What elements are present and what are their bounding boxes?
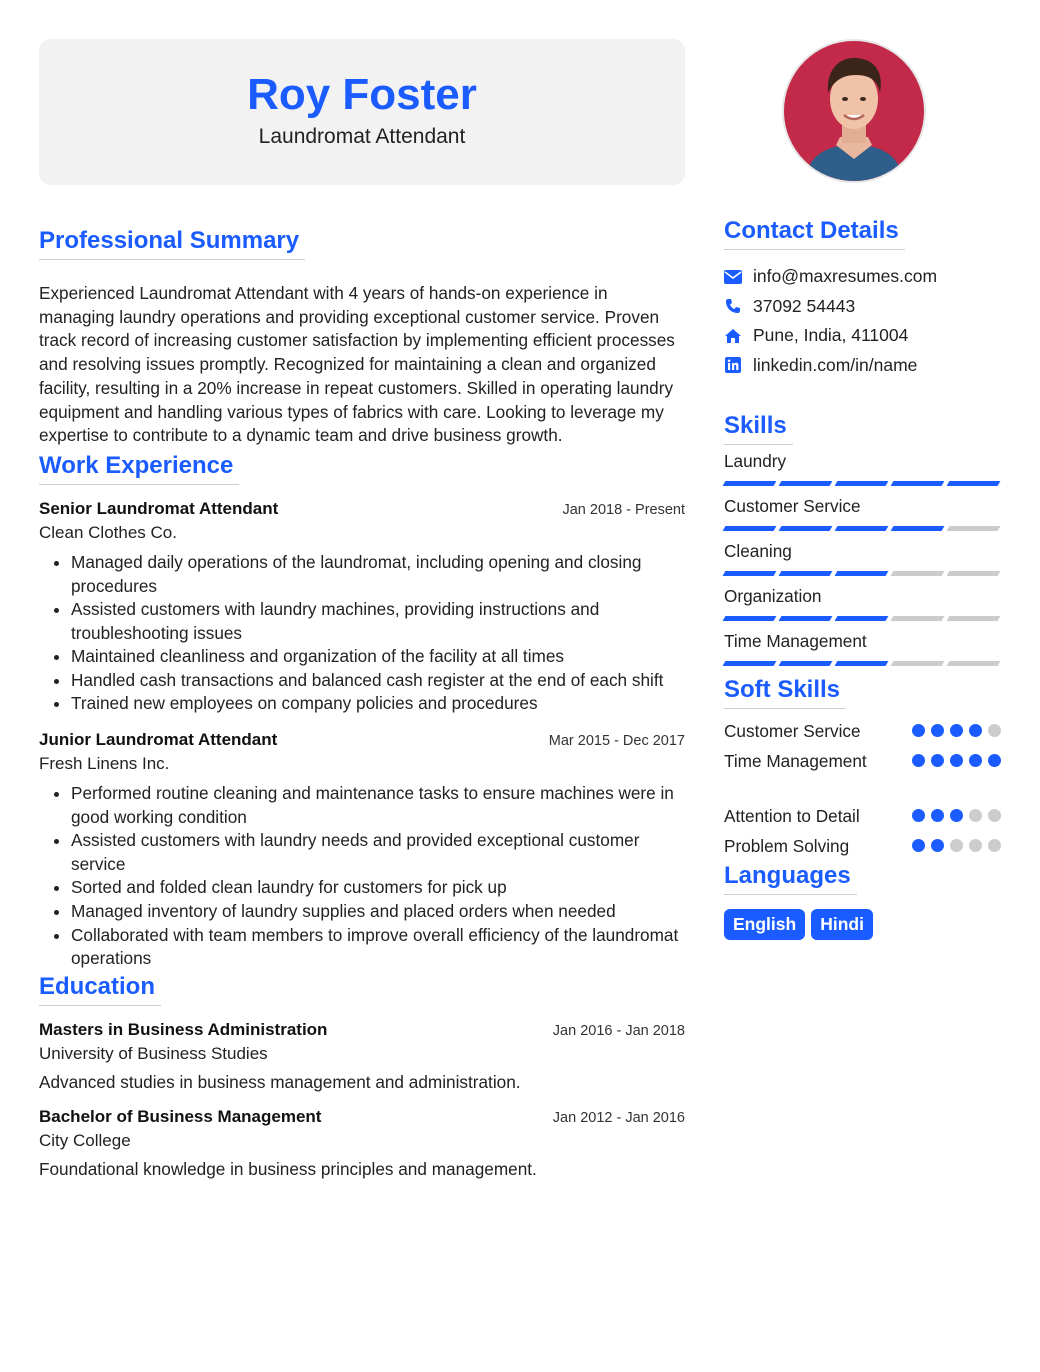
soft-skill-name: Time Management bbox=[724, 751, 867, 771]
soft-skills-section bbox=[724, 676, 1004, 862]
rating-dot bbox=[969, 754, 982, 767]
list-item: • Sorted and folded clean laundry for customers for pick up bbox=[71, 876, 685, 900]
degree: Masters in Business Administration bbox=[39, 1019, 328, 1039]
skill-segment bbox=[947, 526, 1001, 531]
skills-section bbox=[724, 412, 1004, 666]
skill-segment bbox=[723, 481, 777, 486]
home-icon bbox=[724, 327, 742, 345]
skill-item bbox=[724, 541, 1004, 576]
main-column bbox=[39, 39, 685, 1180]
job-bullets bbox=[39, 551, 685, 716]
skill-segment bbox=[779, 661, 833, 666]
rating-dot bbox=[931, 839, 944, 852]
list-item: • Trained new employees on company policies and procedures bbox=[71, 692, 685, 716]
rating-dot bbox=[969, 839, 982, 852]
education-section bbox=[39, 973, 685, 1180]
email-text: info@maxresumes.com bbox=[753, 266, 938, 287]
phone-text: 37092 54443 bbox=[753, 295, 856, 316]
skill-segment bbox=[779, 481, 833, 486]
soft-skill-rating bbox=[912, 806, 1002, 836]
sidebar bbox=[724, 39, 1004, 940]
school: City College bbox=[39, 1130, 131, 1150]
skill-bar bbox=[724, 526, 1004, 531]
list-item: • Handled cash transactions and balanced cash register at the end of each shift bbox=[71, 669, 685, 693]
soft-skill-rating bbox=[912, 836, 1002, 862]
contact-heading: Contact Details bbox=[724, 217, 905, 250]
avatar bbox=[782, 39, 926, 183]
rating-dot bbox=[950, 809, 963, 822]
linkedin-text: linkedin.com/in/name bbox=[753, 354, 918, 375]
skill-bar bbox=[724, 616, 1004, 621]
skill-segment bbox=[947, 481, 1001, 486]
skill-segment bbox=[835, 616, 889, 621]
list-item: • Managed daily operations of the laundromat, including opening and closing procedures bbox=[71, 551, 685, 598]
rating-dot bbox=[969, 809, 982, 822]
language-badge: English bbox=[724, 909, 805, 940]
skill-segment bbox=[947, 661, 1001, 666]
skill-name: Customer Service bbox=[724, 496, 861, 516]
education-heading: Education bbox=[39, 973, 161, 1006]
summary-heading: Professional Summary bbox=[39, 227, 305, 260]
skill-name: Organization bbox=[724, 586, 822, 606]
rating-dot bbox=[988, 809, 1001, 822]
skill-item bbox=[724, 631, 1004, 666]
job-company: Fresh Linens Inc. bbox=[39, 754, 170, 774]
skills-list bbox=[724, 451, 1004, 666]
skill-segment bbox=[723, 526, 777, 531]
skill-name: Cleaning bbox=[724, 541, 792, 561]
rating-dot bbox=[950, 754, 963, 767]
header bbox=[39, 39, 685, 185]
contact-address bbox=[724, 321, 1004, 351]
summary-text: Experienced Laundromat Attendant with 4 years of hands-on experience in managing laundry operations and providing exceptional customer service. Proven track record of increasing customer satisfaction by implementing efficient processes and resolving issues promptly. Recognized for maintaining a clean and organized facility, resulting in a 20% increase in repeat customers. Skilled in operating laundry equipment and handling various types of fabrics with care. Looking to leverage my expertise to contribute to a dynamic team and drive business growth. bbox=[39, 283, 675, 446]
experience-section bbox=[39, 452, 685, 971]
contact-section bbox=[724, 217, 1004, 380]
rating-dot bbox=[912, 754, 925, 767]
skill-segment bbox=[779, 571, 833, 576]
skill-segment bbox=[779, 616, 833, 621]
linkedin-icon bbox=[724, 356, 742, 374]
skill-item bbox=[724, 586, 1004, 621]
contact-linkedin[interactable] bbox=[724, 351, 1004, 381]
soft-skill-item bbox=[724, 751, 1004, 806]
soft-skill-item bbox=[724, 806, 1004, 836]
skill-segment bbox=[723, 571, 777, 576]
skill-segment bbox=[947, 571, 1001, 576]
skill-segment bbox=[835, 526, 889, 531]
skill-segment bbox=[835, 481, 889, 486]
job-role: Junior Laundromat Attendant bbox=[39, 730, 278, 750]
education-dates: Jan 2016 - Jan 2018 bbox=[552, 1022, 685, 1039]
job-entry bbox=[39, 730, 685, 971]
skill-bar bbox=[724, 571, 1004, 576]
address-text: Pune, India, 411004 bbox=[753, 325, 909, 346]
list-item: • Performed routine cleaning and maintenance tasks to ensure machines were in good working condition bbox=[71, 782, 685, 829]
rating-dot bbox=[950, 839, 963, 852]
education-description: Foundational knowledge in business principles and management. bbox=[39, 1158, 537, 1179]
rating-dot bbox=[969, 724, 982, 737]
contact-phone[interactable] bbox=[724, 292, 1004, 322]
rating-dot bbox=[931, 754, 944, 767]
education-entry bbox=[39, 1107, 685, 1180]
job-role: Senior Laundromat Attendant bbox=[39, 498, 279, 518]
list-item: • Maintained cleanliness and organization of the facility at all times bbox=[71, 645, 685, 669]
skill-segment bbox=[723, 616, 777, 621]
soft-skills-heading: Soft Skills bbox=[724, 676, 846, 709]
soft-skill-rating bbox=[912, 751, 1002, 806]
skill-item bbox=[724, 496, 1004, 531]
skill-segment bbox=[891, 661, 945, 666]
envelope-icon bbox=[724, 268, 742, 286]
contact-email[interactable] bbox=[724, 262, 1004, 292]
skill-segment bbox=[891, 616, 945, 621]
education-description: Advanced studies in business management and administration. bbox=[39, 1071, 521, 1092]
rating-dot bbox=[931, 809, 944, 822]
skill-segment bbox=[835, 661, 889, 666]
degree: Bachelor of Business Management bbox=[39, 1106, 322, 1126]
rating-dot bbox=[912, 809, 925, 822]
list-item: • Collaborated with team members to improve overall efficiency of the laundromat operations bbox=[71, 924, 685, 971]
rating-dot bbox=[950, 724, 963, 737]
school: University of Business Studies bbox=[39, 1043, 268, 1063]
job-title: Laundromat Attendant bbox=[258, 125, 466, 148]
skill-name: Time Management bbox=[724, 631, 867, 651]
skills-heading: Skills bbox=[724, 412, 793, 445]
summary-section bbox=[39, 227, 685, 448]
rating-dot bbox=[988, 839, 1001, 852]
job-dates: Mar 2015 - Dec 2017 bbox=[548, 733, 685, 750]
list-item: • Assisted customers with laundry needs and provided exceptional customer service bbox=[71, 829, 685, 876]
skill-segment bbox=[947, 616, 1001, 621]
skill-segment bbox=[891, 526, 945, 531]
rating-dot bbox=[988, 724, 1001, 737]
skill-segment bbox=[891, 481, 945, 486]
rating-dot bbox=[912, 839, 925, 852]
soft-skill-name: Attention to Detail bbox=[724, 806, 860, 826]
soft-skill-name: Customer Service bbox=[724, 721, 861, 741]
rating-dot bbox=[988, 754, 1001, 767]
soft-skill-rating bbox=[912, 721, 1002, 751]
language-badge: Hindi bbox=[811, 909, 873, 940]
skill-segment bbox=[723, 661, 777, 666]
rating-dot bbox=[931, 724, 944, 737]
languages-section bbox=[724, 862, 1004, 940]
skill-name: Laundry bbox=[724, 451, 787, 471]
list-item: • Managed inventory of laundry supplies and placed orders when needed bbox=[71, 900, 685, 924]
skill-item bbox=[724, 451, 1004, 486]
skill-bar bbox=[724, 661, 1004, 666]
skill-segment bbox=[779, 526, 833, 531]
education-dates: Jan 2012 - Jan 2016 bbox=[552, 1109, 685, 1126]
skill-segment bbox=[891, 571, 945, 576]
job-company: Clean Clothes Co. bbox=[39, 522, 177, 542]
phone-icon bbox=[724, 297, 742, 315]
skill-segment bbox=[835, 571, 889, 576]
education-entry bbox=[39, 1020, 685, 1093]
experience-heading: Work Experience bbox=[39, 452, 239, 485]
candidate-name: Roy Foster bbox=[247, 70, 477, 119]
job-bullets bbox=[39, 782, 685, 971]
soft-skill-item bbox=[724, 836, 1004, 862]
job-entry bbox=[39, 499, 685, 716]
languages-heading: Languages bbox=[724, 862, 857, 895]
soft-skill-item bbox=[724, 721, 1004, 751]
list-item: • Assisted customers with laundry machines, providing instructions and troubleshooting issues bbox=[71, 598, 685, 645]
soft-skill-name: Problem Solving bbox=[724, 836, 850, 856]
rating-dot bbox=[912, 724, 925, 737]
job-dates: Jan 2018 - Present bbox=[562, 501, 685, 518]
skill-bar bbox=[724, 481, 1004, 486]
